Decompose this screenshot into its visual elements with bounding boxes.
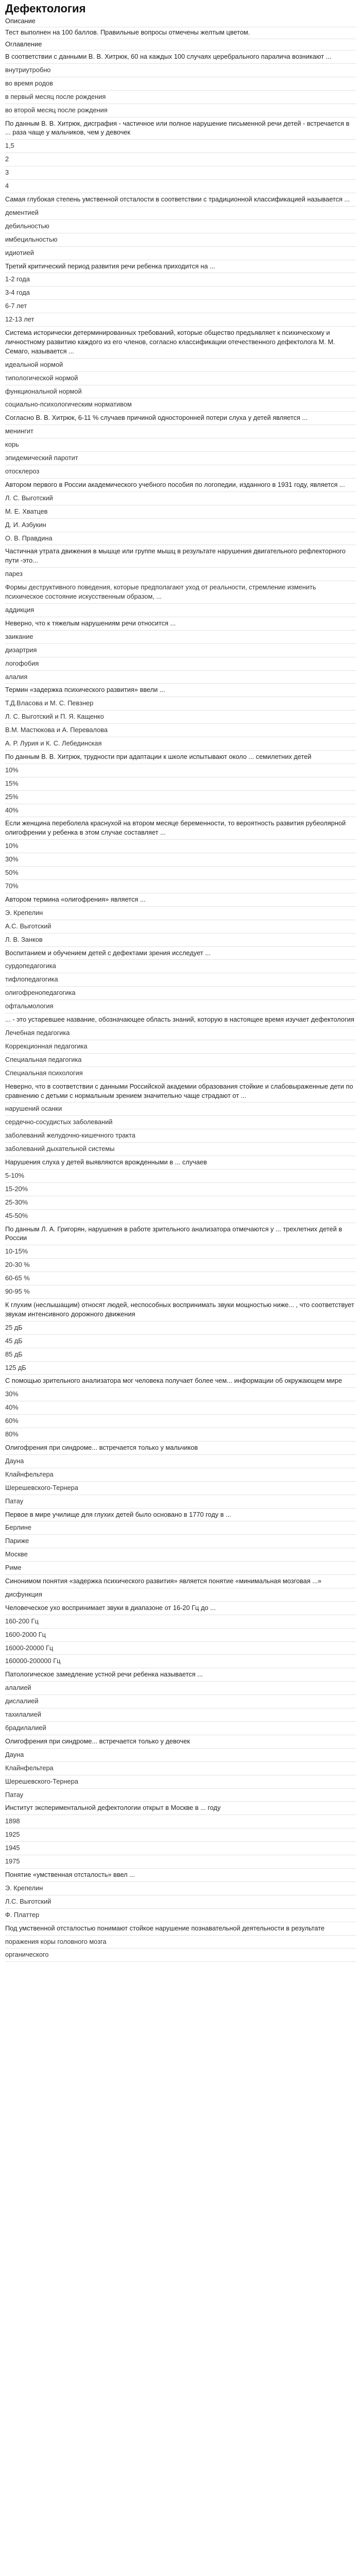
- answer-option: внутриутробно: [5, 64, 356, 77]
- question-text: Частичная утрата движения в мышце или группе мышц в результате нарушения двигательного рефлекторного пути -это...: [5, 545, 356, 568]
- answer-option: 50%: [5, 867, 356, 880]
- answer-option: логофобия: [5, 657, 356, 671]
- answer-option: 1975: [5, 1855, 356, 1869]
- answer-option: Москве: [5, 1548, 356, 1562]
- answer-option: 3: [5, 166, 356, 180]
- answer-option: 90-95 %: [5, 1285, 356, 1299]
- answer-option: Лечебная педагогика: [5, 1027, 356, 1040]
- answer-option: А.С. Выготский: [5, 920, 356, 934]
- answer-option: 70%: [5, 880, 356, 893]
- answer-option: 20-30 %: [5, 1259, 356, 1272]
- answer-option: имбецильностью: [5, 233, 356, 247]
- question-text: Синонимом понятия «задержка психического развития» является понятие «минимальная мозговая ...»: [5, 1575, 356, 1588]
- answer-option: Э. Крепелин: [5, 907, 356, 920]
- answer-option: 4: [5, 180, 356, 193]
- answer-option: Л. В. Занков: [5, 934, 356, 947]
- answer-option: 1898: [5, 1815, 356, 1828]
- answer-option: алалия: [5, 671, 356, 684]
- answer-option: Л.С. Выготский: [5, 1895, 356, 1909]
- question-text: Третий критический период развития речи ребенка приходится на ...: [5, 260, 356, 274]
- answer-option: 30%: [5, 1388, 356, 1401]
- answer-option: 10%: [5, 840, 356, 853]
- answer-option: 1,5: [5, 140, 356, 153]
- answer-option: типологической нормой: [5, 372, 356, 385]
- answer-option: 60%: [5, 1415, 356, 1428]
- answer-option: заболеваний дыхательной системы: [5, 1143, 356, 1156]
- answer-option: Специальная педагогика: [5, 1054, 356, 1067]
- answer-option: Клайнфельтера: [5, 1762, 356, 1775]
- question-text: С помощью зрительного анализатора мог человека получает более чем... информации об окружающем мире: [5, 1375, 356, 1388]
- answer-option: 40%: [5, 1401, 356, 1415]
- answer-option: 15-20%: [5, 1183, 356, 1196]
- answer-option: 25%: [5, 791, 356, 804]
- answer-option: 10-15%: [5, 1245, 356, 1259]
- question-text: Автором первого в России академического учебного пособия по логопедии, изданного в 1931 году, является ...: [5, 479, 356, 492]
- question-text: Термин «задержка психического развития» ввели ...: [5, 684, 356, 697]
- answer-option: 160000-200000 Гц: [5, 1655, 356, 1668]
- answer-option: 10%: [5, 764, 356, 777]
- answer-option: М. Е. Хватцев: [5, 505, 356, 519]
- answer-option: Д. И. Азбукин: [5, 519, 356, 532]
- answer-option: дислалией: [5, 1695, 356, 1708]
- question-text: Институт экспериментальной дефектологии открыт в Москве в ... году: [5, 1802, 356, 1815]
- question-text: Человеческое ухо воспринимает звуки в диапазоне от 16-20 Гц до ...: [5, 1602, 356, 1615]
- question-text: Первое в мире училище для глухих детей было основано в 1770 году в ...: [5, 1509, 356, 1522]
- answer-option: 60-65 %: [5, 1272, 356, 1285]
- answer-option: 45 дБ: [5, 1335, 356, 1348]
- description-heading: Описание: [5, 16, 356, 27]
- answer-option: во второй месяц после рождения: [5, 104, 356, 117]
- answer-option: органического: [5, 1948, 356, 1962]
- answer-option: 25-30%: [5, 1196, 356, 1210]
- answer-option: В.М. Мастюкова и А. Перевалова: [5, 724, 356, 737]
- question-text: ... - это устаревшее название, обозначающее область знаний, которую в настоящее время изучает дефектология: [5, 1013, 356, 1027]
- answer-option: О. В. Правдина: [5, 532, 356, 546]
- answer-option: Коррекционная педагогика: [5, 1040, 356, 1054]
- answer-option: аддикция: [5, 604, 356, 617]
- answer-option: эпидемический паротит: [5, 452, 356, 465]
- answer-option: нарушений осанки: [5, 1103, 356, 1116]
- description-text: Тест выполнен на 100 баллов. Правильные вопросы отмечены желтым цветом.: [5, 27, 356, 39]
- answer-option: 45-50%: [5, 1210, 356, 1223]
- answer-option: А. Р. Лурия и К. С. Лебединская: [5, 737, 356, 751]
- answer-option: дебильностью: [5, 220, 356, 233]
- question-text: Олигофрения при синдроме... встречается только у девочек: [5, 1735, 356, 1749]
- answer-option: Л. С. Выготский и П. Я. Кащенко: [5, 710, 356, 724]
- answer-option: Шерешевского-Тернера: [5, 1482, 356, 1495]
- answer-option: сердечно-сосудистых заболеваний: [5, 1116, 356, 1129]
- question-text: Нарушения слуха у детей выявляются врожденными в ... случаев: [5, 1156, 356, 1170]
- answer-option: идеальной нормой: [5, 359, 356, 372]
- answer-option: Шерешевского-Тернера: [5, 1775, 356, 1789]
- answer-option: 3-4 года: [5, 286, 356, 300]
- answer-option: 16000-20000 Гц: [5, 1642, 356, 1655]
- question-text: Если женщина переболела краснухой на втором месяце беременности, то вероятность развития рубеолярной олигофрении у ребенка в этом случае составляет ...: [5, 817, 356, 840]
- answer-option: менингит: [5, 425, 356, 438]
- question-list: [5, 50, 356, 1962]
- answer-option: дисфункция: [5, 1588, 356, 1602]
- question-text: Неверно, что к тяжелым нарушениям речи относится ...: [5, 617, 356, 631]
- answer-option: функциональной нормой: [5, 385, 356, 399]
- answer-option: Патау: [5, 1495, 356, 1509]
- question-text: По данным В. В. Хитрюк, трудности при адаптации к школе испытывают около ... семилетних детей: [5, 751, 356, 764]
- answer-option: 1945: [5, 1842, 356, 1855]
- answer-option: алалией: [5, 1682, 356, 1695]
- answer-option: офтальмология: [5, 1000, 356, 1013]
- page-title: Дефектология: [5, 2, 86, 15]
- answer-option: 2: [5, 153, 356, 166]
- answer-option: 80%: [5, 1428, 356, 1442]
- answer-option: заикание: [5, 631, 356, 644]
- answer-option: Л. С. Выготский: [5, 492, 356, 505]
- answer-option: 25 дБ: [5, 1321, 356, 1335]
- answer-option: 1-2 года: [5, 273, 356, 286]
- answer-option: дизартрия: [5, 644, 356, 657]
- question-text: К глухим (неслышащим) относят людей, неспособных воспринимать звуки мощностью ниже... , что соответствует звукам интенсивного дорожного движения: [5, 1299, 356, 1321]
- question-text: В соответствии с данными В. В. Хитрюк, 60 на каждых 100 случаях церебрального паралича возникают ...: [5, 50, 356, 64]
- answer-option: Париже: [5, 1535, 356, 1548]
- answer-option: парез: [5, 568, 356, 581]
- answer-option: Клайнфельтера: [5, 1468, 356, 1482]
- answer-option: тифлопедагогика: [5, 973, 356, 987]
- answer-option: Т.Д.Власова и М. С. Певзнер: [5, 697, 356, 710]
- answer-option: Дауна: [5, 1749, 356, 1762]
- answer-option: Формы деструктивного поведения, которые предполагают уход от реальности, стремление изменить психическое состояние искусственным образом, ...: [5, 581, 356, 604]
- answer-option: в первый месяц после рождения: [5, 91, 356, 104]
- answer-option: Дауна: [5, 1455, 356, 1468]
- question-text: Неверно, что в соответствии с данными Российской академии образования стойкие и слабовыраженные дети по сравнению с детьми с нормальным зрением значительно чаще страдают от ...: [5, 1080, 356, 1103]
- question-text: Олигофрения при синдроме... встречается только у мальчиков: [5, 1442, 356, 1455]
- question-text: Патологическое замедление устной речи ребенка называется ...: [5, 1668, 356, 1682]
- question-text: Согласно В. В. Хитрюк, 6-11 % случаев причиной односторонней потери слуха у детей является ...: [5, 412, 356, 425]
- answer-option: дементией: [5, 207, 356, 220]
- answer-option: Берлине: [5, 1521, 356, 1535]
- question-text: Автором термина «олигофрения» является ...: [5, 893, 356, 907]
- question-text: По данным Л. А. Григорян, нарушения в работе зрительного анализатора отмечаются у ... трехлетних детей в России: [5, 1223, 356, 1246]
- answer-option: 30%: [5, 853, 356, 867]
- answer-option: Патау: [5, 1789, 356, 1802]
- answer-option: во время родов: [5, 77, 356, 91]
- answer-option: 40%: [5, 804, 356, 818]
- answer-option: корь: [5, 438, 356, 452]
- answer-option: 15%: [5, 777, 356, 791]
- answer-option: 6-7 лет: [5, 300, 356, 313]
- answer-option: Специальная психология: [5, 1067, 356, 1080]
- answer-option: олигофренопедагогика: [5, 987, 356, 1000]
- question-text: Понятие «умственная отсталость» ввел ...: [5, 1869, 356, 1882]
- answer-option: идиотией: [5, 247, 356, 260]
- answer-option: 85 дБ: [5, 1348, 356, 1362]
- question-text: Воспитанием и обучением детей с дефектами зрения исследует ...: [5, 947, 356, 960]
- answer-option: отосклероз: [5, 465, 356, 479]
- question-text: По данным В. В. Хитрюк, дисграфия - частичное или полное нарушение письменной речи детей - встречается в ... раза чаще у мальчиков, чем у девочек: [5, 117, 356, 140]
- answer-option: брадилалией: [5, 1722, 356, 1735]
- question-text: Под умственной отсталостью понимают стойкое нарушение познавательной деятельности в результате: [5, 1922, 356, 1936]
- answer-option: 160-200 Гц: [5, 1615, 356, 1629]
- question-text: Самая глубокая степень умственной отсталости в соответствии с традиционной классификацией называется ...: [5, 193, 356, 207]
- question-text: Система исторически детерминированных требований, которые общество предъявляет к психическому и личностному развитию каждого из его членов, согласно классификации отечественного дефектолога М. М. Семаго, называется ...: [5, 327, 356, 359]
- answer-option: 1600-2000 Гц: [5, 1629, 356, 1642]
- answer-option: 5-10%: [5, 1170, 356, 1183]
- answer-option: 1925: [5, 1828, 356, 1842]
- answer-option: 12-13 лет: [5, 313, 356, 327]
- answer-option: поражения коры головного мозга: [5, 1936, 356, 1949]
- answer-option: 125 дБ: [5, 1362, 356, 1375]
- answer-option: сурдопедагогика: [5, 960, 356, 973]
- answer-option: Риме: [5, 1562, 356, 1575]
- answer-option: заболеваний желудочно-кишечного тракта: [5, 1129, 356, 1143]
- contents-heading: Оглавление: [5, 39, 356, 50]
- answer-option: тахилалией: [5, 1708, 356, 1722]
- answer-option: Э. Крепелин: [5, 1882, 356, 1895]
- answer-option: Ф. Платтер: [5, 1909, 356, 1922]
- answer-option: социально-психологическим нормативом: [5, 398, 356, 412]
